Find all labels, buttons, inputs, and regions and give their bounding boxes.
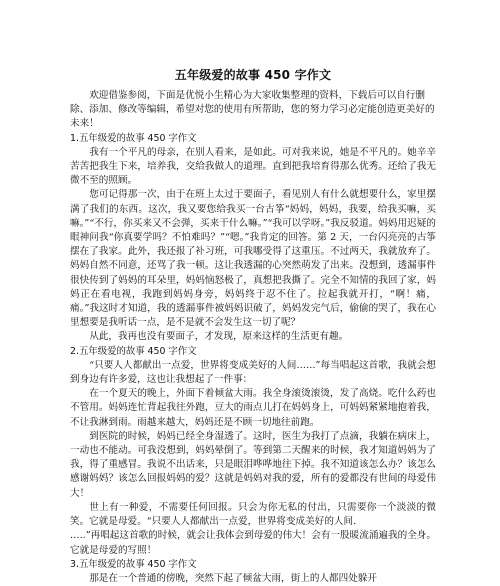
- body-paragraph: 那是在一个普通的傍晚，突然下起了倾盆大雨，街上的人都四处躲开: [89, 572, 377, 584]
- body-paragraph: 我有一个平凡的母亲，在别人看来，是如此。可对我来说，她是不平凡的。她辛辛苦苦把我生下来，培养我，交给我做人的道理。直到把我培育得那么优秀。还给了我无微不至的照顾。: [70, 146, 436, 187]
- body-paragraph: 世上有一种爱，不需要任何回报。只会为你无私的付出，只需要你一个淡淡的微笑。它就是母爱。“只要人人都献出一点爱，世界将变成美好的人间.: [70, 501, 436, 528]
- section: [70, 558, 436, 586]
- section-heading: 1.五年级爱的故事 450 字作文: [70, 132, 197, 144]
- body-paragraph: …..”再唱起这首歌的时候，就会让我体会到母爱的伟大！会有一股暖流涌遍我的全身。它就是母爱的写照！: [70, 530, 436, 556]
- section-heading: 2.五年级爱的故事 450 字作文: [70, 345, 197, 357]
- document-title: 五年级爱的故事 450 字作文: [174, 68, 332, 82]
- section-heading: 3.五年级爱的故事 450 字作文: [70, 558, 197, 570]
- body-paragraph: 从此，我再也没有要面子，才发现，原来这样的生活更有趣。: [89, 331, 349, 343]
- body-paragraph: “只要人人都献出一点爱，世界将变成美好的人间……”每当唱起这首歌，我就会想到身边有许多爱，这也让我想起了一件事：: [70, 359, 436, 386]
- body-paragraph: 在一个夏天的晚上，外面下着倾盆大雨。我全身滚烫滚烫，发了高烧。吃什么药也不管用。妈妈连忙背起我往外跑，豆大的雨点儿打在妈妈身上，可妈妈紧紧地抱着我，不让我淋到雨。雨越来越大，妈妈还是不顾一切地往前跑。: [70, 388, 436, 428]
- section: [70, 132, 436, 345]
- sections-container: [70, 132, 436, 586]
- body-paragraph: 您可记得那一次，由于在班上太过于要面子，看见别人有什么就想要什么，家里摆满了我们的东西。这次，我又要您给我买一台古筝“妈妈，妈妈，我要，给我买嘛，买嘛。”“不行，你买来又不会弹，买来干什么嘛。”“我可以学呀。”我反驳道。妈妈用迟疑的眼神问我“你真要学吗？不怕难吗？”“嗯。”我肯定的回答。第 2 天，一台闪亮亮的古筝摆在了我家。此外，我还报了补习班，可我哪受得了这重压。不过两天，我就放弃了。妈妈自然不同意，还骂了我一顿。这让我透漏的心突然萌发了出来。没想到，透漏事件很快传到了妈妈的耳朵里，妈妈恼怒极了，真想把我撕了。完全不知情的我回了家，妈妈正在看电视，我跑到妈妈身旁，妈妈终于忍不住了。拉起我就开打，“啊！痛，痛。”我这时才知道，我的透漏事件被妈妈识破了，妈妈发完气后，偷偷的哭了，我在心里想要是我听话一点，是不是就不会发生这一切了呢？: [70, 189, 436, 329]
- section: [70, 345, 436, 558]
- intro-paragraph: 欢迎借鉴参阅，下面是优悦小生精心为大家收集整理的资料，下载后可以自行删除、添加、修改等编辑，希望对您的使用有所帮助，您的努力学习必定能创造更美好的未来！: [70, 90, 435, 130]
- body-paragraph: 到医院的时候，妈妈已经全身湿透了。这时，医生为我打了点滴，我躺在病床上，一动也不能动。可我没想到，妈妈晕倒了。等到第二天醒来的时候，我才知道妈妈为了我，得了重感冒。我说不出话来，只是眼泪哗哗地往下掉。我不知道该怎么办？该怎么感谢妈妈？该怎么回报妈妈的爱？这就是妈妈对我的爱，所有的爱都没有世间的母爱伟大！: [70, 430, 436, 499]
